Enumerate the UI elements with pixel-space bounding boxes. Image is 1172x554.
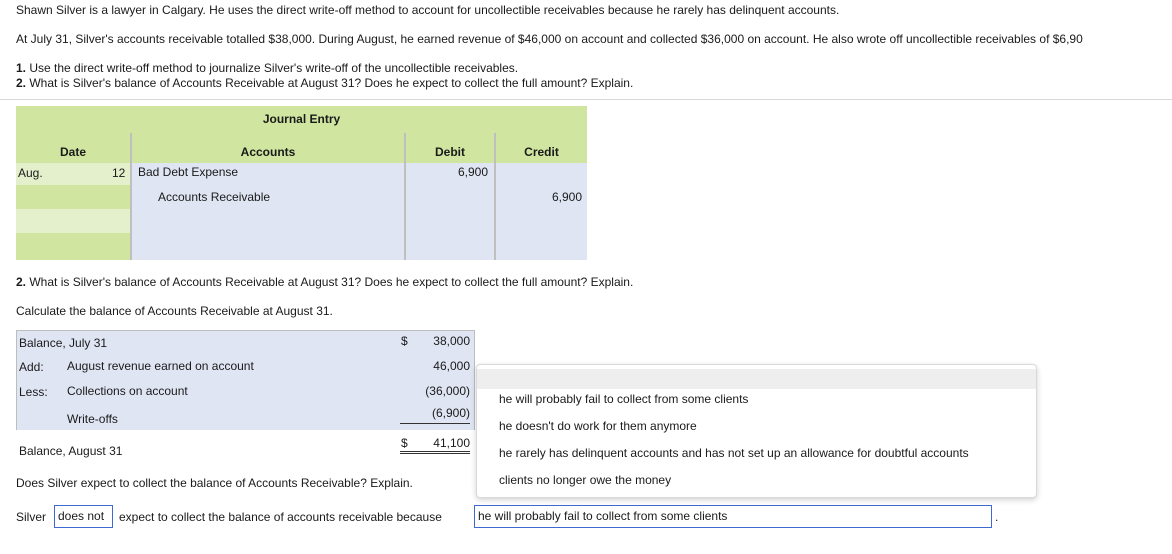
subtotal-underline	[400, 423, 470, 424]
reason-dropdown-list	[476, 364, 1037, 498]
accounts-header: Accounts	[132, 133, 404, 163]
entry-day: 12	[112, 166, 126, 180]
dropdown-option[interactable]: he rarely has delinquent accounts and has not set up an allowance for doubtful accounts	[499, 446, 969, 460]
problem-details: At July 31, Silver's accounts receivable totalled $38,000. During August, he earned revenue of $46,000 on account and collected $36,000 on account. He also wrote off uncollectible receivables of $6,90	[16, 32, 1083, 46]
balance-aug-value[interactable]: 41,100	[433, 436, 470, 450]
dropdown-option[interactable]: he will probably fail to collect from some clients	[499, 392, 749, 406]
credit-amount[interactable]: 6,900	[551, 190, 582, 204]
dropdown-highlight	[477, 369, 1036, 389]
explain-question: Does Silver expect to collect the balance of Accounts Receivable? Explain.	[16, 476, 413, 490]
entry-month: Aug.	[18, 166, 43, 180]
explain-middle: expect to collect the balance of accounts receivable because	[119, 510, 442, 524]
less-label: Less:	[19, 385, 48, 399]
balance-july-value[interactable]: 38,000	[433, 334, 470, 348]
column-divider	[404, 133, 406, 260]
part2-question-text: What is Silver's balance of Accounts Receivable at August 31? Does he expect to collect the full amount? Explain.	[26, 275, 634, 289]
total-double-underline	[400, 451, 470, 454]
part2-instruction: Calculate the balance of Accounts Receivable at August 31.	[16, 304, 333, 318]
journal-title: Journal Entry	[16, 106, 587, 133]
journal-entry-table	[16, 106, 587, 260]
account-credit-line[interactable]: Accounts Receivable	[158, 190, 271, 204]
requirement-2	[16, 76, 633, 90]
credit-header: Credit	[496, 133, 587, 163]
less-value-writeoffs[interactable]: (6,900)	[431, 406, 470, 420]
date-cell-row3[interactable]	[16, 209, 130, 233]
debit-amount[interactable]: 6,900	[457, 165, 488, 179]
dropdown-option[interactable]: he doesn't do work for them anymore	[499, 419, 697, 433]
requirement-1	[16, 61, 518, 75]
column-divider	[130, 133, 132, 260]
currency-symbol: $	[401, 334, 408, 348]
part2-question	[16, 275, 633, 289]
explain-prefix: Silver	[16, 510, 47, 524]
requirement-2-text: What is Silver's balance of Accounts Receivable at August 31? Does he expect to collect the full amount? Explain.	[26, 76, 634, 90]
requirement-1-number: 1.	[16, 61, 27, 75]
expectation-select[interactable]: does not	[54, 505, 113, 528]
currency-symbol: $	[401, 436, 408, 450]
section-divider	[0, 99, 1172, 100]
less-value-collections[interactable]: (36,000)	[425, 384, 470, 398]
date-header: Date	[16, 133, 130, 163]
requirement-1-text: Use the direct write-off method to journalize Silver's write-off of the uncollectible receivables.	[26, 61, 519, 75]
requirement-2-number: 2.	[16, 76, 27, 90]
balance-aug-label: Balance, August 31	[19, 444, 123, 458]
column-divider	[494, 133, 496, 260]
balance-table-right-border	[474, 330, 475, 430]
debit-header: Debit	[406, 133, 494, 163]
add-label: Add:	[19, 360, 44, 374]
date-cell-row4[interactable]	[16, 233, 130, 260]
balance-july-label: Balance, July 31	[19, 336, 108, 350]
problem-intro: Shawn Silver is a lawyer in Calgary. He uses the direct write-off method to account for uncollectible receivables because he rarely has delinquent accounts.	[16, 3, 840, 17]
add-value[interactable]: 46,000	[433, 359, 470, 373]
less-item-writeoffs[interactable]: Write-offs	[67, 412, 118, 426]
credit-column[interactable]	[496, 163, 587, 260]
dropdown-option[interactable]: clients no longer owe the money	[499, 473, 672, 487]
date-cell-row2[interactable]	[16, 185, 130, 209]
balance-table-top-border	[16, 330, 475, 331]
account-debit-line[interactable]: Bad Debt Expense	[138, 165, 239, 179]
add-item[interactable]: August revenue earned on account	[67, 359, 254, 373]
part2-number: 2.	[16, 275, 27, 289]
reason-select[interactable]: he will probably fail to collect from some clients	[474, 505, 992, 528]
less-item-collections[interactable]: Collections on account	[67, 384, 188, 398]
balance-table-left-border	[16, 330, 17, 430]
explain-suffix: .	[995, 510, 999, 524]
